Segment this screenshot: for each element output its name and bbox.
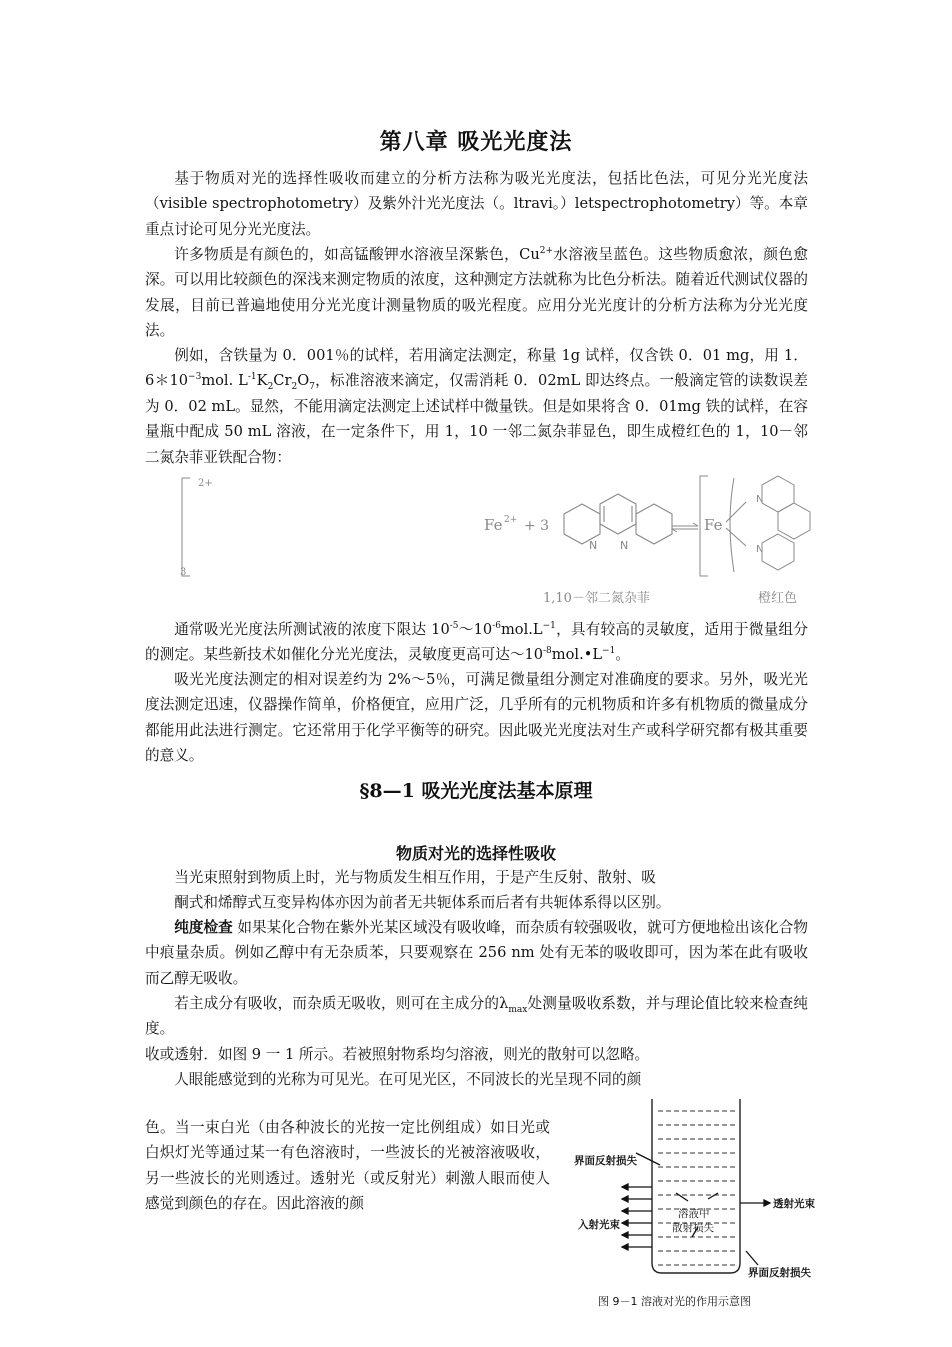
intro-paragraph-1 bbox=[145, 166, 808, 242]
p9-b: 处测量吸收系数，并与理论值比较来检查纯度。 bbox=[145, 995, 808, 1038]
chapter-title: 第八章 吸光光度法 bbox=[379, 129, 573, 155]
intro-p3-sup1: −3 bbox=[188, 372, 202, 383]
body-paragraph-12: 色。当一束白光（由各种波长的光按一定比例组成）如日光或白炽灯光等通过某一有色溶液时，一些波长的光被溶液吸收，另一些波长的光则透过。透射光（或反射光）刺激人眼而使人感觉到颜色的存在。因此溶液的颜 bbox=[145, 1119, 550, 1213]
p4-c: mol.L bbox=[500, 621, 543, 638]
product-structure bbox=[726, 476, 810, 572]
body-paragraph-8 bbox=[145, 915, 808, 991]
intro-paragraph-2 bbox=[145, 242, 808, 344]
p4-e: mol.•L bbox=[551, 646, 603, 664]
p4-sup2: -6 bbox=[492, 621, 501, 632]
intro-p3-e: O bbox=[297, 372, 310, 390]
reaction-arrow bbox=[672, 523, 698, 532]
p8-text: 如果某化合物在紫外光某区域没有吸收峰，而杂质有较强吸收，就可方便地检出该化合物中痕量杂质。例如乙醇中有无杂质苯，只要观察在 256 nm 处有无苯的吸收即可，因为苯在此有吸收而乙醇无吸收。 bbox=[145, 919, 808, 987]
p4-d: ，具有较高的灵敏度，适用于微量组分的测定。某些新技术如催化分光光度法，灵敏度更高可达～10 bbox=[145, 621, 808, 664]
intro-p3-sub1: 2 bbox=[267, 382, 274, 393]
body-paragraph-7: 酮式和烯醇式互变异构体亦因为前者无共轭体系而后者有共轭体系得以区别。 bbox=[174, 894, 671, 911]
figure-9-1 bbox=[568, 1093, 830, 1323]
intro-p1-text: 基于物质对光的选择性吸收而建立的分析方法称为吸光光度法，包括比色法，可见分光光度法（visible spectrophotometry）及紫外汁光光度法（。ltravi。）letspectrophotometry）等。本章重点讨论可见分光光度法。 bbox=[145, 170, 808, 238]
label-incident-beam: 入射光束 bbox=[578, 1219, 620, 1231]
intro-p3-sub2: 2 bbox=[291, 382, 298, 393]
intro-p3-f: ，标准溶液来滴定，仅需消耗 0．02mL 即达终点。一般滴定管的读数误差为 0．02 mL。显然，不能用滴定法测定上述试样中微量铁。但是如果将含 0．01mg 铁的试样，在容量瓶中配成 50 mL 溶液，在一定条件下，用 1，10 一邻二氮杂菲显色，即生成橙红色的 1，10－邻二氮杂菲亚铁配合物： bbox=[145, 372, 809, 466]
label-in-solution: 溶液中 bbox=[678, 1208, 710, 1220]
p4-b: ～10 bbox=[458, 621, 493, 638]
label-surface-reflection-bottom: 界面反射损失 bbox=[748, 1267, 811, 1279]
intro-p3-b: mol. L bbox=[201, 372, 248, 390]
p9-sub: max bbox=[508, 1004, 528, 1015]
p4-a: 通常吸光光度法所测试液的浓度下限达 10 bbox=[174, 621, 450, 638]
intro-p3-sub3: 7 bbox=[309, 382, 315, 393]
subsection-title: 物质对光的选择性吸收 bbox=[395, 844, 556, 863]
p4-sup3: −1 bbox=[542, 621, 556, 632]
intro-p2-text-a: 许多物质是有颜色的，如高锰酸钾水溶液呈深紫色，Cu bbox=[174, 246, 540, 263]
purity-check-label: 纯度检查 bbox=[174, 919, 233, 936]
product-caption: 橙红色 bbox=[758, 591, 798, 606]
reaction-diagram bbox=[178, 472, 818, 612]
complex-coefficient: 3 bbox=[180, 567, 187, 578]
solution-lines bbox=[658, 1111, 736, 1265]
intro-paragraph-3 bbox=[145, 343, 808, 470]
body-paragraph-11: 人眼能感觉到的光称为可见光。在可见光区，不同波长的光呈现不同的颜 bbox=[174, 1071, 642, 1088]
plus-three: + 3 bbox=[524, 518, 550, 534]
intro-p3-c: K bbox=[256, 372, 268, 390]
section-title: §8—1 吸光光度法基本原理 bbox=[359, 780, 593, 802]
product-fe: Fe bbox=[704, 516, 723, 534]
label-surface-reflection-top: 界面反射损失 bbox=[574, 1155, 637, 1167]
label-scatter-loss: 散射损失 bbox=[672, 1222, 714, 1234]
intro-p2-sup: 2+ bbox=[539, 246, 553, 257]
phen-n-right: N bbox=[620, 539, 629, 552]
p4-sup5: −1 bbox=[602, 646, 616, 657]
intro-p3-a: 例如，含铁量为 0．001％的试样，若用滴定法测定，称量 1g 试样，仅含铁 0．01 mg，用 1．6＊10 bbox=[145, 347, 808, 390]
phen-n-left: N bbox=[589, 539, 598, 552]
body-paragraph-6: 当光束照射到物质上时，光与物质发生相互作用，于是产生反射、散射、吸 bbox=[174, 869, 656, 886]
phenanthroline-structure bbox=[564, 494, 672, 544]
label-transmitted-beam: 透射光束 bbox=[773, 1198, 815, 1210]
intro-p3-sup2: -1 bbox=[247, 372, 257, 383]
fe-ion-text: Fe bbox=[484, 516, 503, 534]
product-n-bottom: N bbox=[756, 544, 764, 555]
p9-a: 若主成分有吸收，而杂质无吸收，则可在主成分的λ bbox=[174, 995, 509, 1012]
complex-charge: 2+ bbox=[198, 478, 213, 489]
phen-caption: 1,10－邻二氮杂菲 bbox=[543, 591, 650, 606]
p4-sup1: -5 bbox=[449, 621, 459, 632]
intro-p2-text-b: 水溶液呈蓝色。这些物质愈浓，颜色愈深。可以用比较颜色的深浅来测定物质的浓度，这种测定方法就称为比色分析法。随着近代测试仪器的发展，目前已普遍地使用分光光度计测量物质的吸光程度。应用分光光度计的分析方法称为分光光度法。 bbox=[145, 246, 808, 340]
p4-sup4: -8 bbox=[543, 646, 552, 657]
after-paragraph-5: 吸光光度法测定的相对误差约为 2%～5％，可满足微量组分测定对准确度的要求。另外，吸光光度法测定迅速，仪器操作简单，价格便宜，应用广泛，几乎所有的元机物质和许多有机物质的微量成分都能用此法进行测定。它还常用于化学平衡等的研究。因此吸光光度法对生产或科学研究都有极其重要的意义。 bbox=[145, 671, 808, 765]
body-paragraph-10: 收或透射．如图 9 一 1 所示。若被照射物系均匀溶液，则光的散射可以忽略。 bbox=[145, 1046, 650, 1063]
product-n-top: N bbox=[756, 494, 764, 505]
intro-p3-d: Cr bbox=[273, 372, 292, 390]
fe-ion-charge: 2+ bbox=[504, 515, 518, 525]
body-paragraph-9 bbox=[145, 991, 808, 1042]
after-paragraph-4 bbox=[145, 617, 808, 668]
p4-f: 。 bbox=[615, 646, 630, 664]
left-bracket bbox=[182, 478, 190, 576]
figure-caption: 图 9－1 溶液对光的作用示意图 bbox=[598, 1295, 751, 1308]
